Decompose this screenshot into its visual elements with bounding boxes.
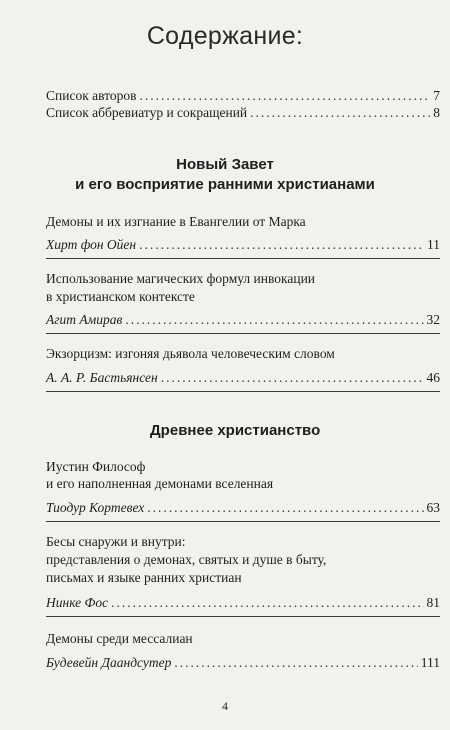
entry-title: Список авторов [46,88,137,103]
entry-author: Хирт фон Ойен [46,237,137,252]
entry-page: 63 [426,500,440,515]
entry-title: Бесы снаружи и внутри: [46,534,186,549]
page-title: Содержание: [146,22,304,50]
entry-title: Экзорцизм: изгоняя дьявола человеческим словом [46,346,335,361]
entry-page: 7 [433,88,440,103]
leader-dots [111,594,423,611]
entry-author: Агит Амирав [46,312,123,327]
page-number: 4 [222,699,228,713]
entry-title: Демоны среди мессалиан [46,631,193,646]
toc-entry-authors-list[interactable] [46,87,440,104]
toc-entry-magic-formulas[interactable] [46,311,440,328]
toc-entry-demons-inside-outside[interactable] [46,594,440,611]
toc-entry-justin[interactable] [46,499,440,516]
toc-entry-exorcism[interactable] [46,369,440,386]
entry-page: 32 [426,312,440,327]
divider [46,616,440,617]
entry-author: Нинке Фос [46,595,109,610]
entry-page: 81 [426,595,440,610]
entry-page: 111 [420,655,440,670]
entry-author: Тиодур Кортевех [46,500,145,515]
toc-entry-abbreviations[interactable] [46,104,440,121]
divider [46,258,440,259]
leader-dots [139,236,424,253]
divider [46,333,440,334]
leader-dots [161,369,424,386]
leader-dots [140,87,431,104]
toc-entry-messalians[interactable] [46,654,440,671]
entry-title: Список аббревиатур и сокращений [46,105,248,120]
entry-title: и его наполненная демонами вселенная [46,476,274,491]
entry-author: Будевейн Даандсутер [46,655,172,670]
section-heading-new-testament: Новый Завет [176,156,274,173]
section-heading-ancient-christianity: Древнее христианство [150,422,321,439]
entry-title: Иустин Философ [46,459,146,474]
divider [46,521,440,522]
entry-author: А. А. Р. Бастьянсен [46,370,158,385]
entry-page: 11 [427,237,440,252]
leader-dots [147,499,423,516]
divider [46,391,440,392]
entry-title: Использование магических формул инвокации [46,271,316,286]
toc-entry-mark-demons[interactable] [46,236,440,253]
leader-dots [250,104,430,121]
section-heading-new-testament-sub: и его восприятие ранними христианами [75,176,375,193]
entry-page: 8 [433,105,440,120]
entry-title: Демоны и их изгнание в Евангелии от Марка [46,214,306,229]
entry-title: представления о демонах, святых и душе в быту, [46,552,327,567]
entry-page: 46 [426,370,440,385]
leader-dots [174,654,417,671]
entry-title: письмах и языке ранних христиан [46,570,242,585]
leader-dots [125,311,423,328]
entry-title: в христианском контексте [46,289,195,304]
